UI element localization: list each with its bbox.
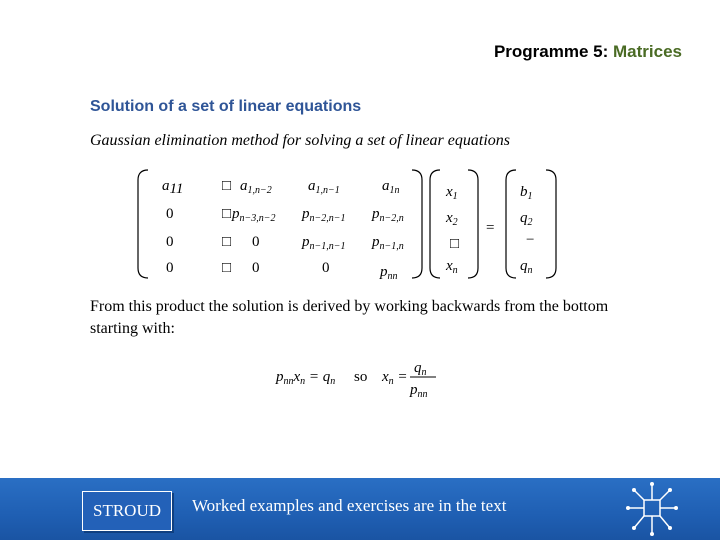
- m-r2c2: □: [222, 206, 232, 222]
- coef-right-bracket: [412, 170, 422, 278]
- programme-label: Programme 5:: [493, 42, 609, 61]
- back-substitution-formula: [270, 358, 450, 407]
- formula-numerator: $q_n$: [414, 360, 427, 378]
- formula-denominator: $p_{nn}$: [410, 382, 428, 400]
- m-r2c4: $p_{n-2,n-1}$: [302, 206, 346, 224]
- section-title: Solution of a set of linear equations: [90, 98, 362, 115]
- formula-result-lhs: $x_n$ =: [382, 369, 408, 387]
- body-text: From this product the solution is derived by working backwards from the bottom starting with:: [90, 298, 609, 337]
- x-1: $x_1$: [446, 184, 458, 202]
- formula-lhs: $p_{nn}x_n = q_n$: [276, 369, 336, 387]
- programme-topic: Matrices: [613, 42, 682, 61]
- equals-sign: =: [486, 220, 495, 236]
- m-r3c3: 0: [252, 234, 260, 250]
- matrix-equation-svg: [134, 166, 574, 282]
- m-r3c2: □: [222, 234, 232, 250]
- footer-bar: [0, 478, 720, 540]
- m-r3c5: $p_{n-1,n}$: [372, 234, 404, 252]
- m-r3c1: 0: [166, 234, 174, 250]
- m-r1c3: $a_{1,n-2}$: [240, 178, 272, 196]
- rhs-2: $q_2$: [520, 210, 533, 228]
- rhs-3: −: [526, 232, 535, 248]
- m-r3c4: $p_{n-1,n-1}$: [302, 234, 346, 252]
- m-r2c5: $p_{n-2,n}$: [372, 206, 404, 224]
- network-node-icon: [624, 482, 680, 541]
- m-r4c1: 0: [166, 260, 174, 276]
- footer-note: Worked examples and exercises are in the text: [192, 496, 507, 515]
- rhs-1: $b_1$: [520, 184, 533, 202]
- rhs-n: $q_n$: [520, 258, 533, 276]
- formula-svg: [270, 358, 450, 402]
- x-2: $x_2$: [446, 210, 458, 228]
- formula-connector: so: [354, 369, 368, 385]
- rhs-left-bracket: [506, 170, 516, 278]
- subtitle: Gaussian elimination method for solving a set of linear equations: [90, 132, 510, 149]
- matrix-equation: [134, 166, 574, 287]
- m-r2c1: 0: [166, 206, 174, 222]
- m-r4c4: 0: [322, 260, 330, 276]
- m-r2c3: $p_{n-3,n-2}$: [232, 206, 276, 224]
- m-r4c2: □: [222, 260, 232, 276]
- m-r1c5: $a_{1n}$: [382, 178, 400, 196]
- m-r1c2: □: [222, 178, 232, 194]
- rhs-right-bracket: [546, 170, 556, 278]
- stroud-label: STROUD: [92, 501, 161, 520]
- x-right-bracket: [468, 170, 478, 278]
- programme-header: [494, 42, 682, 62]
- stroud-logo-box: [82, 491, 172, 531]
- x-n: $x_n$: [446, 258, 458, 276]
- x-3: □: [450, 236, 460, 252]
- m-r4c3: 0: [252, 260, 260, 276]
- x-left-bracket: [430, 170, 440, 278]
- m-r1c1: a11: [162, 178, 184, 197]
- m-r1c4: $a_{1,n-1}$: [308, 178, 340, 196]
- m-r4c5: $p_{nn}$: [380, 264, 398, 282]
- coef-left-bracket: [138, 170, 148, 278]
